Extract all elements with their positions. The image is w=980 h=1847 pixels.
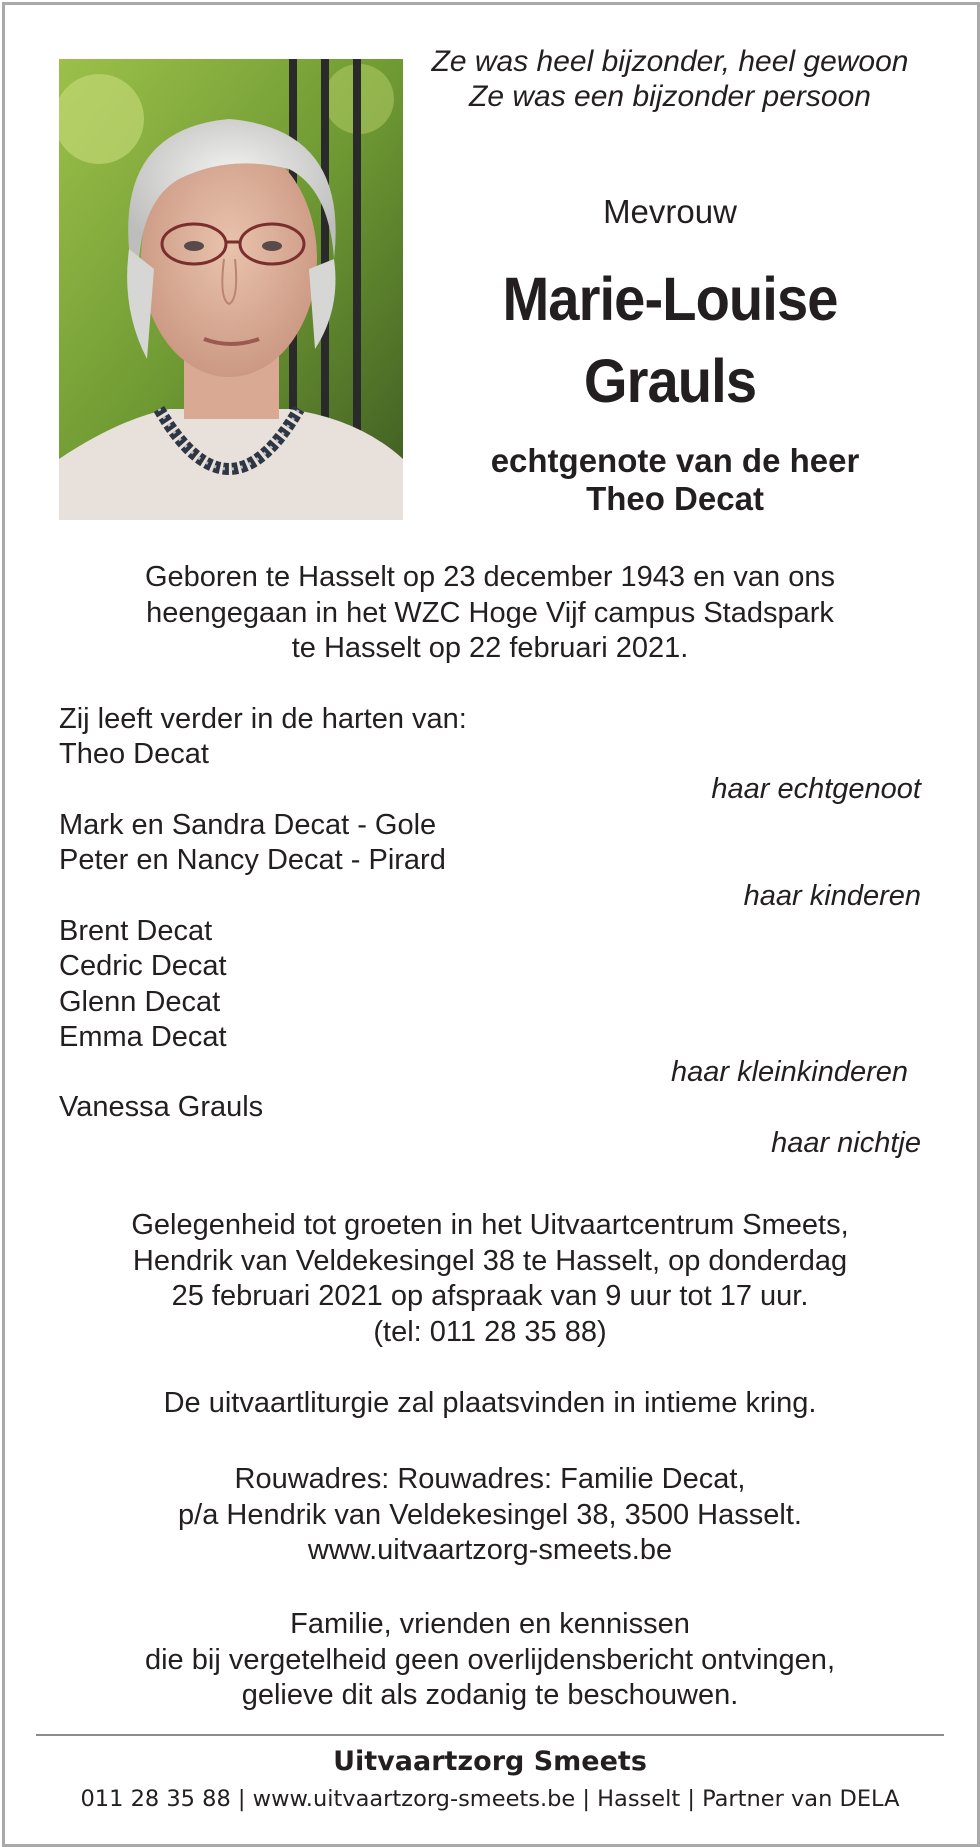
title-prefix: Mevrouw — [603, 193, 737, 230]
poem-line-1: Ze was heel bijzonder, heel gewoon — [431, 45, 909, 78]
mourning-address — [40, 1462, 940, 1569]
family-role: haar kinderen — [743, 880, 921, 912]
birth-line-3: te Hasselt op 22 februari 2021. — [291, 632, 689, 664]
liturgy-info: De uitvaartliturgie zal plaatsvinden in intieme kring. — [163, 1387, 817, 1419]
visitation-info — [40, 1208, 940, 1350]
family-member: Theo Decat — [59, 738, 209, 770]
notice-line-3: gelieve dit als zodanig te beschouwen. — [241, 1679, 739, 1711]
family-member: Peter en Nancy Decat - Pirard — [59, 844, 446, 876]
footer-company: Uitvaartzorg Smeets — [333, 1746, 647, 1777]
family-role: haar nichtje — [771, 1127, 921, 1159]
family-role: haar echtgenoot — [711, 773, 921, 805]
family-member: Emma Decat — [59, 1021, 227, 1053]
first-name: Marie-Louise — [502, 265, 838, 333]
birth-line-2: heengegaan in het WZC Hoge Vijf campus Stadspark — [146, 596, 834, 629]
notice-line-1: Familie, vrienden en kennissen — [290, 1608, 690, 1640]
spouse-relation: echtgenote van de heer — [490, 442, 860, 479]
visitation-line-2: Hendrik van Veldekesingel 38 te Hasselt, op donderdag — [132, 1244, 848, 1277]
notice-line-2: die bij vergetelheid geen overlijdensbericht ontvingen, — [144, 1643, 835, 1676]
footer-contact: 011 28 35 88 | www.uitvaartzorg-smeets.be | Hasselt | Partner van DELA — [80, 1786, 900, 1812]
family-role: haar kleinkinderen — [671, 1056, 908, 1088]
birth-death-info — [60, 560, 920, 667]
address-line-1: Rouwadres: Rouwadres: Familie Decat, — [234, 1463, 746, 1495]
visitation-phone: (tel: 011 28 35 88) — [373, 1315, 607, 1348]
poem-line-2: Ze was een bijzonder persoon — [469, 80, 871, 113]
family-intro: Zij leeft verder in de harten van: — [59, 703, 467, 735]
family-member: Brent Decat — [59, 915, 213, 947]
visitation-line-3: 25 februari 2021 op afspraak van 9 uur tot 17 uur. — [171, 1280, 809, 1312]
spouse-info — [410, 442, 940, 518]
family-member: Cedric Decat — [59, 950, 227, 982]
family-member: Glenn Decat — [59, 986, 221, 1018]
deceased-name — [458, 258, 881, 422]
family-member: Vanessa Grauls — [59, 1091, 264, 1123]
birth-line-1: Geboren te Hasselt op 23 december 1943 en van ons — [144, 561, 835, 593]
family-member: Mark en Sandra Decat - Gole — [59, 809, 437, 841]
visitation-line-1: Gelegenheid tot groeten in het Uitvaartcentrum Smeets, — [131, 1209, 849, 1241]
notice — [40, 1607, 940, 1714]
portrait-photo — [59, 59, 403, 520]
last-name: Grauls — [583, 347, 757, 415]
address-website: www.uitvaartzorg-smeets.be — [307, 1534, 673, 1566]
footer-divider — [36, 1734, 944, 1736]
spouse-name: Theo Decat — [586, 480, 764, 517]
address-line-2: p/a Hendrik van Veldekesingel 38, 3500 Hasselt. — [178, 1498, 802, 1531]
